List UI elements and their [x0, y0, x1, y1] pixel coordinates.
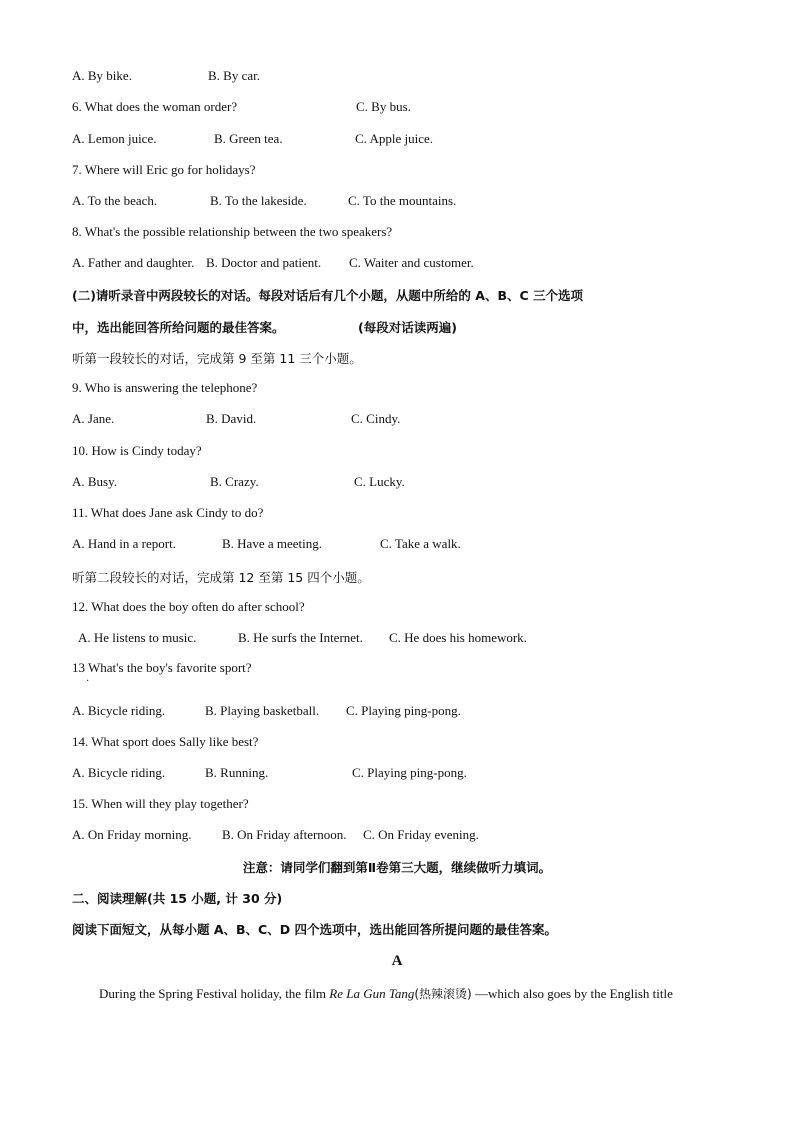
q15-question: 15. When will they play together?: [72, 796, 249, 811]
notice-text: 注意：请同学们翻到第Ⅱ卷第三大题，继续做听力填词。: [242, 860, 552, 875]
film-title: Re La Gun Tang: [329, 986, 415, 1001]
q9-option-b: B. David.: [206, 411, 257, 426]
q13-question: 13 What's the boy's favorite sport?: [72, 660, 252, 675]
q7-option-c: C. To the mountains.: [348, 193, 457, 208]
section2-instruction-line2: 中，选出能回答所给问题的最佳答案。: [72, 320, 285, 335]
q8-option-a: A. Father and daughter.: [72, 255, 195, 270]
q14-question: 14. What sport does Sally like best?: [72, 734, 259, 749]
passage-label: A: [391, 953, 403, 969]
q13-option-b: B. Playing basketball.: [205, 703, 320, 718]
q11-option-a: A. Hand in a report.: [72, 536, 176, 551]
q6-option-a: A. Lemon juice.: [72, 131, 157, 146]
film-title-chinese: (热辣滚烫): [414, 987, 472, 1001]
q7-option-a: A. To the beach.: [72, 193, 158, 208]
dialog2-intro: 听第二段较长的对话，完成第 12 至第 15 四个小题。: [72, 570, 370, 585]
q6-option-b: B. Green tea.: [214, 131, 283, 146]
passage-text-rest: —which also goes by the English title: [471, 986, 673, 1001]
q10-option-a: A. Busy.: [72, 474, 118, 489]
q13-option-a: A. Bicycle riding.: [72, 703, 166, 718]
q10-option-b: B. Crazy.: [210, 474, 259, 489]
q14-option-b: B. Running.: [205, 765, 269, 780]
q10-option-c: C. Lucky.: [354, 474, 405, 489]
q12-option-a: A. He listens to music.: [78, 630, 197, 645]
q11-option-c: C. Take a walk.: [380, 536, 461, 551]
q8-option-c: C. Waiter and customer.: [349, 255, 474, 270]
q10-question: 10. How is Cindy today?: [72, 443, 202, 458]
q15-option-a: A. On Friday morning.: [72, 827, 192, 842]
q7-option-b: B. To the lakeside.: [210, 193, 307, 208]
part2-instruction: 阅读下面短文，从每小题 A、B、C、D 四个选项中，选出能回答所提问题的最佳答案。: [72, 922, 557, 937]
section2-instruction-note: (每段对话读两遍): [358, 320, 457, 335]
passage-text-start: During the Spring Festival holiday, the film: [99, 986, 330, 1001]
q12-option-b: B. He surfs the Internet.: [238, 630, 363, 645]
q12-question: 12. What does the boy often do after school?: [72, 599, 305, 614]
section2-instruction-line1: (二)请听录音中两段较长的对话。每段对话后有几个小题，从题中所给的 A、B、C 三个选项: [72, 288, 584, 303]
q13-option-c: C. Playing ping-pong.: [346, 703, 461, 718]
part2-heading: 二、阅读理解(共 15 小题, 计 30 分): [72, 891, 283, 906]
q11-question: 11. What does Jane ask Cindy to do?: [72, 505, 264, 520]
q15-option-c: C. On Friday evening.: [363, 827, 479, 842]
q6-question: 6. What does the woman order?: [72, 99, 238, 114]
q5-option-b: B. By car.: [208, 68, 260, 83]
q7-question: 7. Where will Eric go for holidays?: [72, 162, 256, 177]
q14-option-a: A. Bicycle riding.: [72, 765, 166, 780]
q5-option-c: C. By bus.: [356, 99, 411, 114]
q8-option-b: B. Doctor and patient.: [206, 255, 322, 270]
q15-option-b: B. On Friday afternoon.: [222, 827, 347, 842]
passage-first-line: [99, 985, 673, 1002]
q9-question: 9. Who is answering the telephone?: [72, 380, 258, 395]
dialog1-intro: 听第一段较长的对话，完成第 9 至第 11 三个小题。: [72, 351, 362, 366]
q8-question: 8. What's the possible relationship between the two speakers?: [72, 224, 393, 239]
q11-option-b: B. Have a meeting.: [222, 536, 322, 551]
q9-option-a: A. Jane.: [72, 411, 115, 426]
stray-dot: ·: [86, 676, 90, 687]
q9-option-c: C. Cindy.: [351, 411, 401, 426]
q12-option-c: C. He does his homework.: [389, 630, 527, 645]
q5-option-a: A. By bike.: [72, 68, 132, 83]
q6-option-c: C. Apple juice.: [355, 131, 433, 146]
q14-option-c: C. Playing ping-pong.: [352, 765, 467, 780]
